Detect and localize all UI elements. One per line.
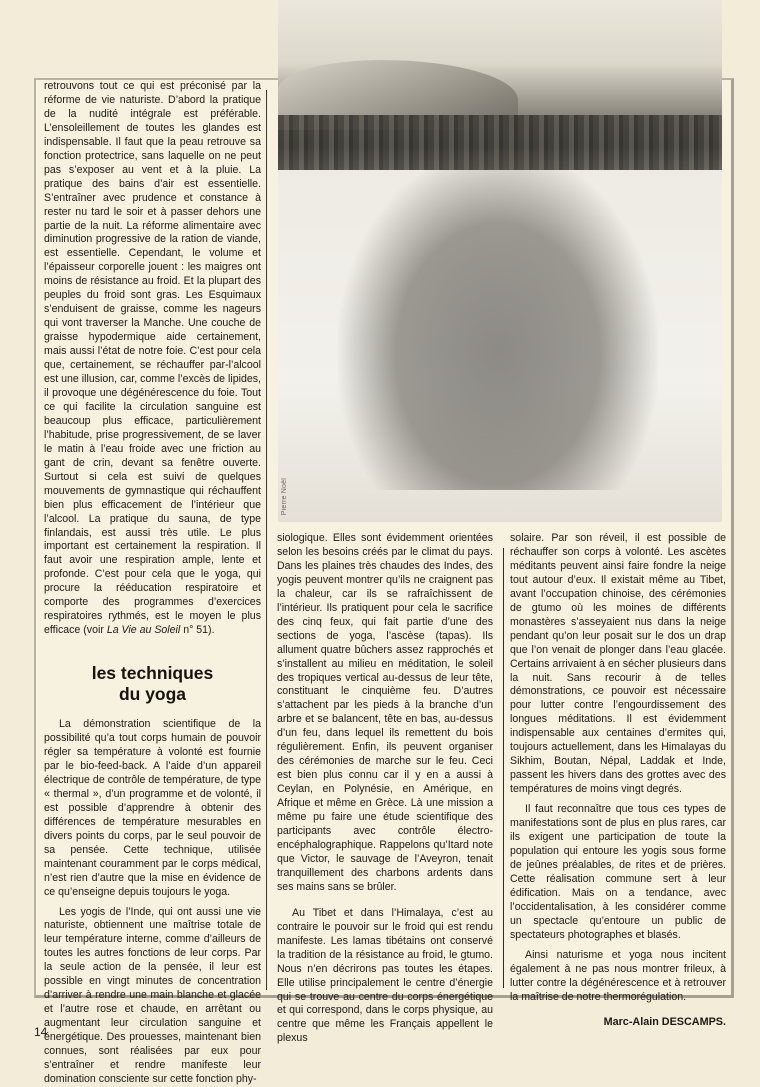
body-paragraph — [44, 80, 261, 638]
article-column-2 — [277, 532, 493, 1046]
magazine-title: La Vie au Soleil — [106, 624, 181, 637]
article-photo — [278, 0, 722, 522]
article-column-3 — [510, 532, 726, 1030]
section-heading-line: les techniques — [91, 663, 214, 684]
column-rule — [266, 90, 267, 990]
body-paragraph: Au Tibet et dans l’Himalaya, c’est au contraire le pouvoir sur le froid qui est rendu manifeste. Les lamas tibétains ont conservé la tradition de la résistance au froid, le gtumo. Nous n’en décrirons pas toutes les étapes. Elle utilise principalement le centre d’énergie qui se trouve au centre du corps énergétique et qui correspond, dans le corps physique, au centre que même les Français appellent le plexus — [277, 906, 493, 1045]
body-paragraph: Il faut reconnaître que tous ces types de manifestations sont de plus en plus rares, car ils exigent une participation de toute la population qui entoure les yogis sous forme de jeûnes préalables, de rites et de prières. Cette réalisation commune sert à leur édification. Mais on a tendance, avec l’occidentalisation, à les considérer comme un spectacle qu’entoure un public de spectateurs photographes et blasés. — [510, 803, 726, 941]
column-rule — [503, 548, 504, 988]
page-number: 14 — [34, 1025, 48, 1039]
photo-credit: Pierre Noël — [281, 478, 288, 516]
body-paragraph: Les yogis de l’Inde, qui ont aussi une vie naturiste, obtiennent une maîtrise totale de leur température interne, comme d’ailleurs de toutes les autres fonctions de leur corps. Par la seule action de la pensée, il leur est possible en vingt minutes de concentration d’arriver à rendre une main blanche et glacée et l’autre rose et chaude, en arrêtant ou augmentant leur circulation sanguine et énergétique. Des prouesses, maintenant bien connues, sont réalisées par eux pour s’entraîner et rendre manifeste leur domination consciente sur cette fonction phy- — [44, 905, 261, 1085]
author-signature: Marc-Alain DESCAMPS. — [603, 1016, 726, 1029]
section-heading — [44, 663, 261, 705]
body-paragraph: Ainsi naturisme et yoga nous incitent également à ne pas nous montrer frileux, à lutter contre la dégénérescence et à retrouver la maîtrise de notre thermorégulation. — [510, 948, 726, 1003]
article-column-1 — [44, 80, 261, 1087]
body-paragraph: solaire. Par son réveil, il est possible de réchauffer son corps à volonté. Les ascètes méditants peuvent ainsi faire fondre la neige tout autour d’eux. Il existait même au Tibet, avant l’occupation chinoise, des cérémonies de gtumo où les moines de différents monastères s’asseyaient nus dans la neige pendant qu’on leur posait sur le dos un drap que l’on venait de plonger dans l’eau glacée. Certains arrivaient à en sécher plusieurs dans la nuit. Sans recourir à de telles démonstrations, ce pouvoir est nécessaire pour lutter contre l’engourdissement des longues méditations. Il est évidemment indispensable aux centaines d’ermites qui, toujours actuellement, dans les Himalayas du Sikhim, Boutan, Népal, Laddak et Inde, passent les hivers dans des grottes avec des températures de moins vingt degrés. — [510, 532, 726, 796]
section-heading-line: du yoga — [118, 684, 187, 705]
body-paragraph: La démonstration scientifique de la possibilité qu’a tout corps humain de pouvoir régler sa température à volonté est fournie par le bio-feed-back. A l’aide d’un appareil électrique de contrôle de température, de type « thermal », d’un programme et de volonté, il est possible d’apprendre à obtenir des différences de température mesurables en divers points du corps, par le seul pouvoir de sa pensée. Cette technique, utilisée maintenant couramment par le corps médical, n’est rien d’autre que la mise en évidence de ce qu’enseigne depuis toujours le yoga. — [44, 718, 261, 898]
paragraph-text: retrouvons tout ce qui est préconisé par la réforme de vie naturiste. D’abord la pratique de la nudité intégrale est préférable. L’ensoleillement de toutes les glandes est indispensable. Il faut que la peau retrouve sa fonction protectrice, sans laquelle on ne peut pas s’exposer au vent et à la pluie. La pratique des bains d’air est essentielle. S’entraîner avec prudence et constance à rester nu tard le soir et à passer dehors une partie de la nuit. La réforme alimentaire avec diminution progressive de la ration de viande, est essentielle. Cependant, le volume et l’épaisseur corporelle jouent : les maigres ont moins de résistance au froid. Et la plupart des peuples du froid sont gras. Les Esquimaux s’enduisent de graisse, comme les nageurs qui vont traverser la Manche. Une couche de graisse hypodermique aide certainement, mais aussi l’état de notre foie. C’est pour cela que, certainement, se réchauffer par-l’alcool est une illusion, car, comme l’excès de lipides, il provoque une dégénérescence du foie. Tout ce qui facilite la circulation sanguine est beaucoup plus efficace, particulièrement l’habitude, prise progressivement, de se laver le matin à l’eau froide avec une friction au gant de crin, devant sa fenêtre ouverte. Surtout si cela est suivi de quelques mouvements de gymnastique qui réchauffent bien plus efficacement de l’intérieur que l’alcool. La pratique du sauna, de type finlandais, est aussi très utile. Le plus important est certainement la respiration. Il faut avoir une respiration ample, lente et profonde. C’est pour cela que le yoga, qui procure la rééducation respiratoire et comporte des programmes d’exercices respiratoires rythmés, est le moyen le plus efficace (voir — [44, 80, 261, 637]
body-paragraph: siologique. Elles sont évidemment orientées selon les besoins créés par le climat du pays. Dans les plaines très chaudes des Indes, des yogis peuvent montrer qu’ils ne craignent pas la chaleur, car ils se rafraîchissent de l’intérieur. Ils pratiquent pour cela le sacrifice des cinq feux, qui fait partie d’une des sections de yoga, l’ascèse (tapas). Ils allument quatre bûchers assez rapprochés et s’installent au milieu en méditation, le soleil des tropiques vertical au-dessus de leur tête, constituant le cinquième feu. D’autres s’attachent par les pieds à la branche d’un arbre et se balancent, tête en bas, au-dessus d’un feu, dans lequel ils remettent du bois régulièrement. Enfin, ils peuvent organiser des cérémonies de marche sur le feu. Ceci est bien plus connu car il y en a aussi à Ceylan, en Polynésie, en Amérique, en Afrique et même en Grèce. Là une mission a même pu faire une étude scientifique des participants avec contrôle électro-encéphalographique. Rappelons qu’Itard note que Victor, le sauvage de l’Aveyron, tenait tranquillement des charbons ardents dans ses mains sans se brûler. — [277, 532, 493, 893]
paragraph-text: n° 51). — [180, 624, 215, 637]
photo-subject-placeholder — [338, 150, 658, 490]
